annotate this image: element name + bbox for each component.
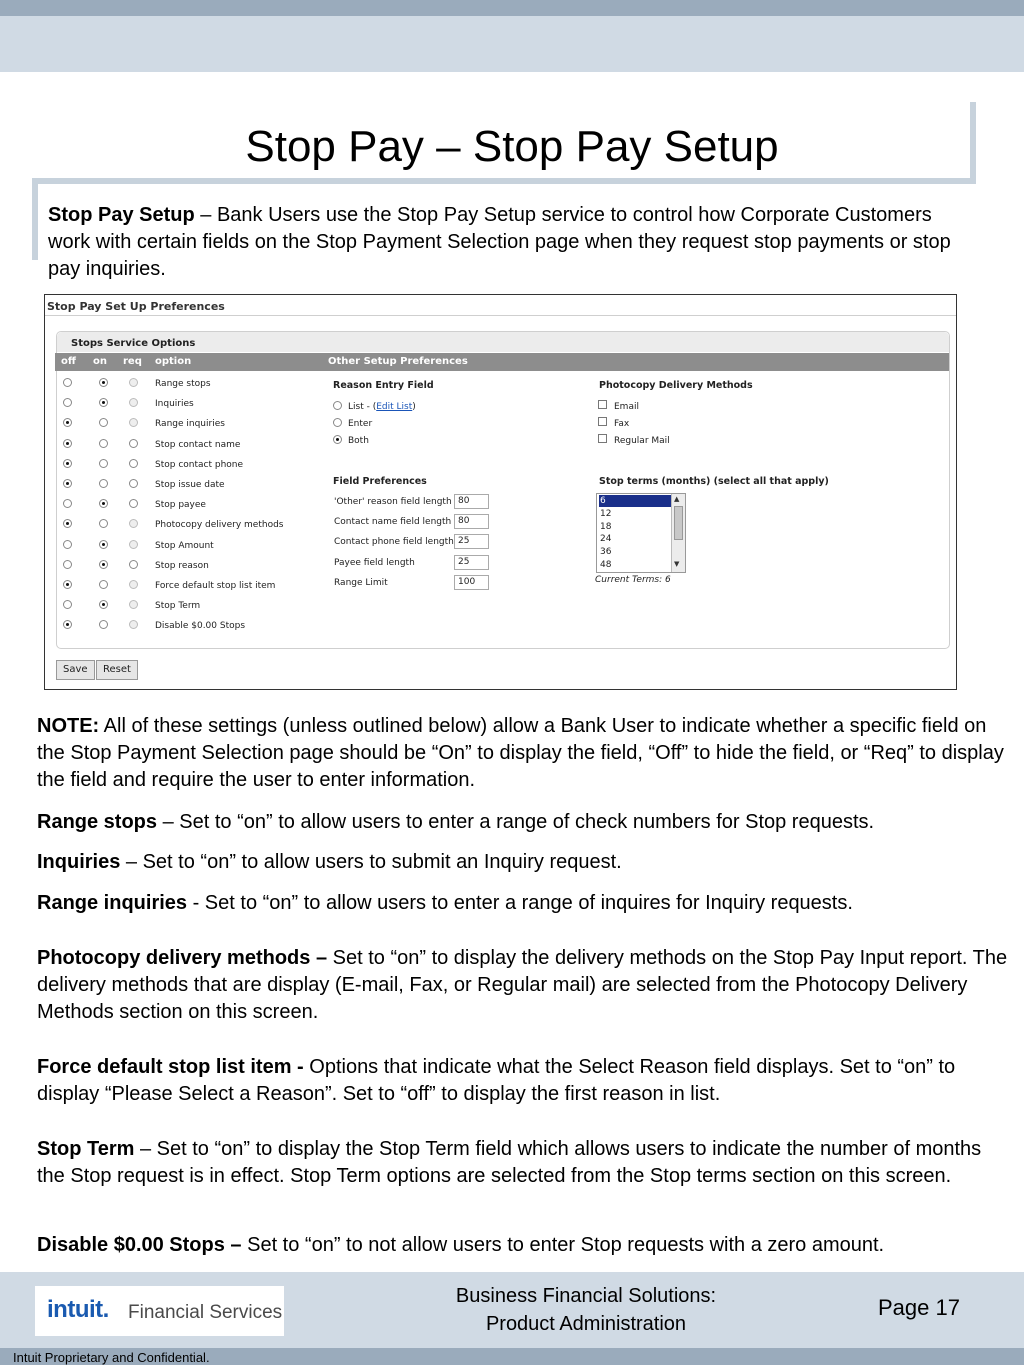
stop-term-option[interactable]: 36 bbox=[600, 547, 612, 558]
radio-req[interactable] bbox=[129, 580, 138, 589]
stop-term-option[interactable]: 18 bbox=[600, 521, 612, 532]
radio-on[interactable] bbox=[99, 540, 108, 549]
radio-on[interactable] bbox=[99, 560, 108, 569]
radio-req[interactable] bbox=[129, 439, 138, 448]
field-pref-input[interactable]: 100 bbox=[454, 575, 489, 590]
intro-paragraph bbox=[48, 202, 978, 283]
note-paragraph: NOTE: All of these settings (unless outlined below) allow a Bank User to indicate whether a specific field on the Stop Payment Selection page should be “On” to display the field, “Off” to hide the field, or “Req” to display the field and require the user to enter information. bbox=[37, 715, 1004, 791]
intro-lead: Stop Pay Setup bbox=[48, 204, 195, 226]
reason-list-radio[interactable] bbox=[333, 401, 342, 410]
stop-term-option[interactable]: 48 bbox=[600, 560, 612, 570]
title-frame-left bbox=[32, 178, 38, 260]
confidential-notice: Intuit Proprietary and Confidential. bbox=[13, 1350, 210, 1365]
radio-on[interactable] bbox=[99, 378, 108, 387]
inquiries-paragraph: Inquiries – Set to “on” to allow users to submit an Inquiry request. bbox=[37, 851, 622, 873]
field-pref-input[interactable]: 80 bbox=[454, 494, 489, 509]
current-terms: Current Terms: 6 bbox=[595, 575, 671, 585]
option-label: Stop Term bbox=[155, 601, 201, 612]
radio-req[interactable] bbox=[129, 459, 138, 468]
fax-checkbox[interactable] bbox=[598, 417, 607, 426]
options-column-header bbox=[55, 353, 949, 371]
radio-on[interactable] bbox=[99, 479, 108, 488]
setup-screenshot bbox=[44, 294, 957, 690]
radio-off[interactable] bbox=[63, 560, 72, 569]
field-pref-label: Range Limit bbox=[334, 577, 388, 588]
field-prefs-heading: Field Preferences bbox=[333, 476, 427, 487]
radio-req[interactable] bbox=[129, 540, 138, 549]
regular-mail-label: Regular Mail bbox=[614, 436, 670, 446]
footer-line-2: Product Administration bbox=[485, 1313, 687, 1335]
stop-term-option[interactable]: 6 bbox=[599, 495, 672, 507]
screenshot-title: Stop Pay Set Up Preferences bbox=[47, 300, 225, 313]
col-option: option bbox=[155, 356, 192, 367]
reason-both-radio[interactable] bbox=[333, 435, 342, 444]
photocopy-paragraph: Photocopy delivery methods – Set to “on” to display the delivery methods on the Stop Pay Input report. The delivery methods that are display (E-mail, Fax, or Regular mail) are selected from the Photocopy Delivery Methods section on this screen. bbox=[37, 947, 1008, 1023]
stop-term-paragraph: Stop Term – Set to “on” to display the Stop Term field which allows users to indicate the number of months the Stop request is in effect. Stop Term options are selected from the Stop terms section on this screen. bbox=[37, 1138, 982, 1187]
radio-off[interactable] bbox=[63, 459, 72, 468]
page-number: Page 17 bbox=[878, 1295, 960, 1320]
screenshot-divider bbox=[45, 315, 956, 316]
intuit-logo bbox=[35, 1286, 284, 1336]
col-other-prefs: Other Setup Preferences bbox=[328, 356, 468, 367]
reason-list-label: List - (Edit List) bbox=[348, 402, 416, 412]
stop-terms-heading: Stop terms (months) (select all that apply) bbox=[599, 476, 829, 487]
intro-text: – Bank Users use the Stop Pay Setup service to control how Corporate Customers work with certain fields on the Stop Payment Selection page when they request stop payments or stop pay inquiries. bbox=[48, 204, 951, 280]
email-label: Email bbox=[614, 402, 639, 412]
logo-brand: intuit. bbox=[47, 1296, 109, 1323]
save-button[interactable]: Save bbox=[56, 660, 95, 680]
radio-off[interactable] bbox=[63, 540, 72, 549]
edit-list-link[interactable]: Edit List bbox=[376, 402, 413, 412]
email-checkbox[interactable] bbox=[598, 400, 607, 409]
radio-req[interactable] bbox=[129, 560, 138, 569]
range-stops-paragraph: Range stops – Set to “on” to allow users to enter a range of check numbers for Stop requests. bbox=[37, 811, 875, 833]
stop-term-option[interactable]: 24 bbox=[600, 534, 612, 545]
fax-label: Fax bbox=[614, 419, 630, 429]
field-pref-label: Payee field length bbox=[334, 557, 415, 568]
radio-off[interactable] bbox=[63, 439, 72, 448]
option-label: Stop contact phone bbox=[155, 459, 244, 470]
option-label: Photocopy delivery methods bbox=[155, 520, 284, 531]
field-pref-input[interactable]: 80 bbox=[454, 514, 489, 529]
option-label: Stop payee bbox=[155, 500, 206, 511]
top-band-light bbox=[0, 16, 1024, 72]
logo-subtitle: Financial Services bbox=[128, 1302, 283, 1323]
radio-on[interactable] bbox=[99, 439, 108, 448]
field-pref-label: Contact name field length bbox=[334, 517, 452, 528]
option-label: Range stops bbox=[155, 379, 211, 389]
photocopy-heading: Photocopy Delivery Methods bbox=[599, 380, 753, 391]
field-pref-input[interactable]: 25 bbox=[454, 534, 489, 549]
option-label: Range inquiries bbox=[155, 419, 225, 430]
reset-button[interactable]: Reset bbox=[96, 660, 138, 680]
col-off: off bbox=[61, 356, 76, 367]
reason-entry-heading: Reason Entry Field bbox=[333, 380, 434, 391]
reason-enter-label: Enter bbox=[348, 419, 373, 429]
stop-terms-listbox[interactable] bbox=[596, 493, 686, 573]
regular-mail-checkbox[interactable] bbox=[598, 434, 607, 443]
footer-product bbox=[386, 1282, 786, 1338]
scroll-thumb[interactable] bbox=[674, 506, 683, 540]
options-box-title: Stops Service Options bbox=[71, 338, 196, 349]
scroll-down-icon[interactable]: ▼ bbox=[674, 560, 680, 568]
slide-title: Stop Pay – Stop Pay Setup bbox=[245, 122, 779, 171]
option-label: Disable $0.00 Stops bbox=[155, 621, 246, 632]
scroll-up-icon[interactable]: ▲ bbox=[674, 495, 680, 503]
listbox-scrollbar[interactable] bbox=[671, 494, 685, 572]
option-label: Force default stop list item bbox=[155, 581, 276, 591]
field-pref-label: Contact phone field length bbox=[334, 537, 454, 548]
option-label: Stop Amount bbox=[155, 540, 214, 551]
radio-off[interactable] bbox=[63, 479, 72, 488]
range-inquiries-paragraph: Range inquiries - Set to “on” to allow users to enter a range of inquires for Inquiry requests. bbox=[37, 892, 853, 914]
radio-req[interactable] bbox=[129, 479, 138, 488]
col-on: on bbox=[93, 356, 107, 367]
field-pref-input[interactable]: 25 bbox=[454, 555, 489, 570]
reason-both-label: Both bbox=[348, 436, 369, 446]
radio-on[interactable] bbox=[99, 459, 108, 468]
radio-off[interactable] bbox=[63, 580, 72, 589]
field-pref-label: 'Other' reason field length bbox=[334, 497, 452, 507]
option-label: Stop contact name bbox=[155, 439, 241, 450]
radio-req[interactable] bbox=[129, 378, 138, 387]
disable-zero-paragraph: Disable $0.00 Stops – Set to “on” to not allow users to enter Stop requests with a zero amount. bbox=[37, 1234, 885, 1256]
option-label: Inquiries bbox=[155, 399, 194, 410]
option-label: Stop issue date bbox=[155, 480, 225, 490]
reason-enter-radio[interactable] bbox=[333, 418, 342, 427]
top-band-dark bbox=[0, 0, 1024, 16]
force-default-paragraph: Force default stop list item - Options that indicate what the Select Reason field displays. Set to “on” to display “Please Select a Reason”. Set to “off” to display the first reason in list. bbox=[37, 1056, 956, 1105]
radio-on[interactable] bbox=[99, 580, 108, 589]
title-frame-bottom bbox=[32, 178, 976, 184]
col-req: req bbox=[123, 356, 142, 367]
option-label: Stop reason bbox=[155, 560, 209, 571]
stop-term-option[interactable]: 12 bbox=[600, 508, 612, 519]
radio-off[interactable] bbox=[63, 378, 72, 387]
footer-line-1: Business Financial Solutions: bbox=[455, 1285, 717, 1307]
